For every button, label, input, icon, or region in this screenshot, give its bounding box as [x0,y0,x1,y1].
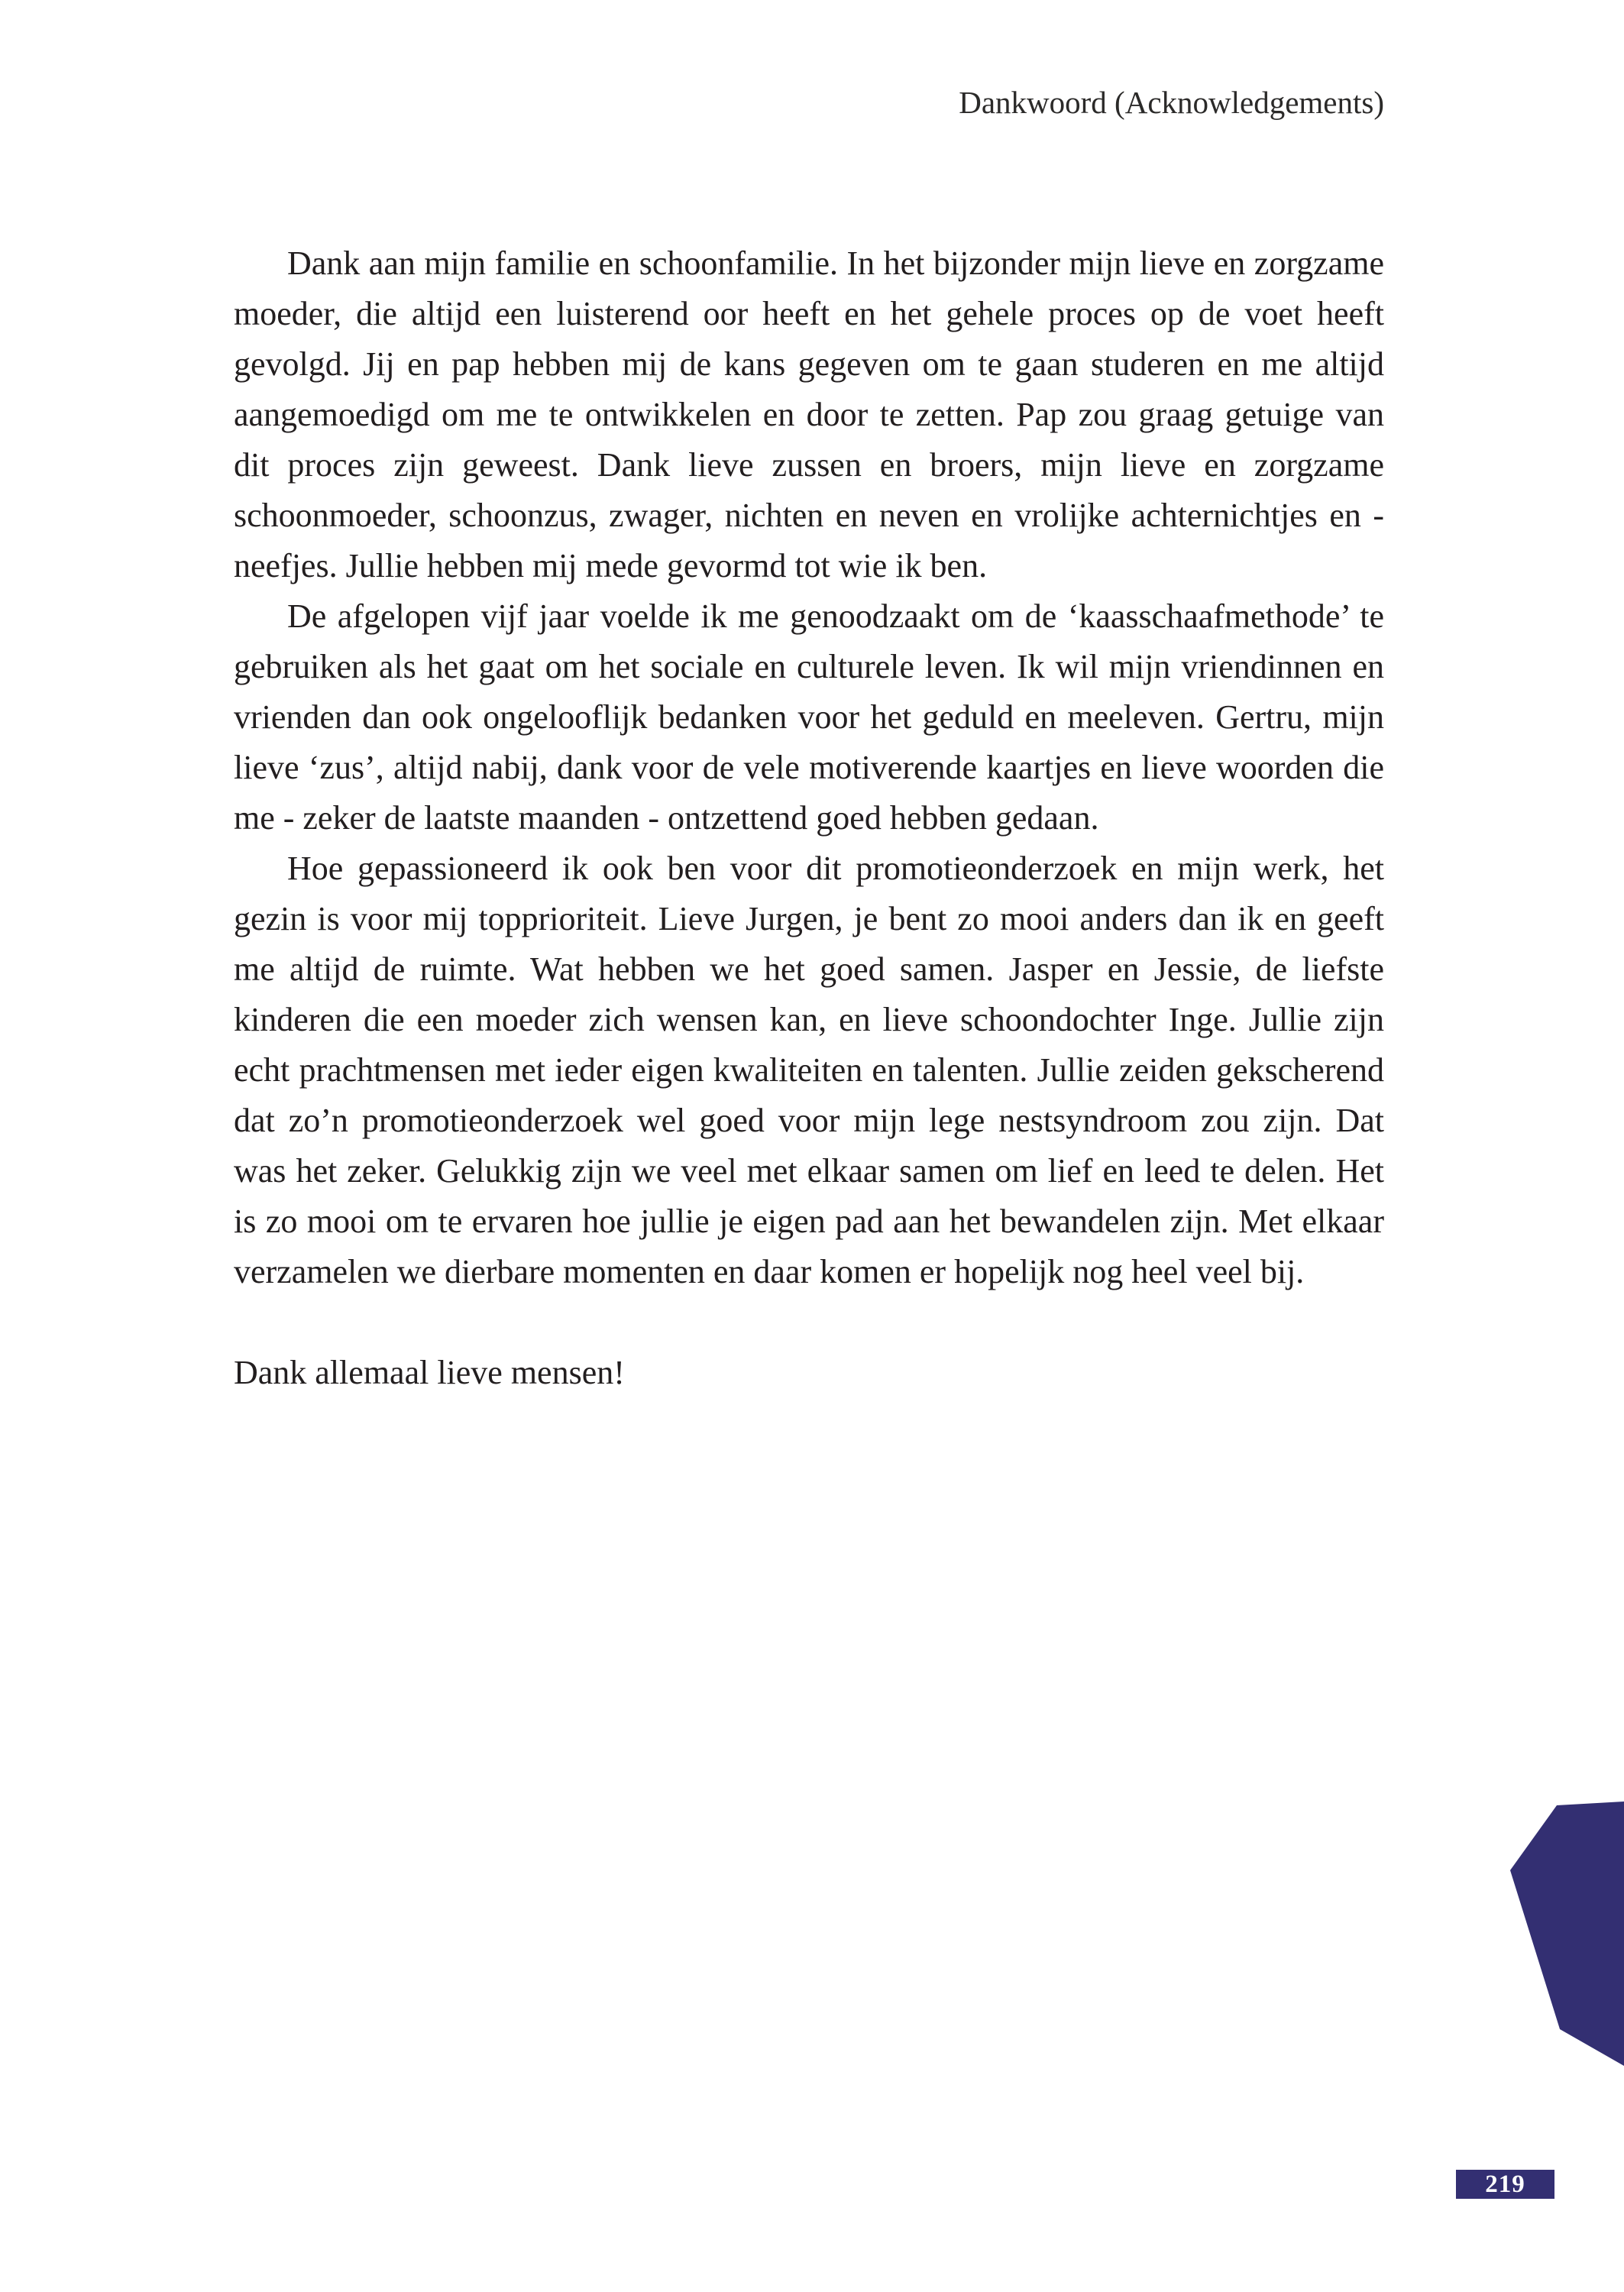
paragraph-friends: De afgelopen vijf jaar voelde ik me genoodzaakt om de ‘kaasschaafmethode’ te gebruiken als het gaat om het sociale en culturele leven. Ik wil mijn vriendinnen en vrienden dan ook ongelooflijk bedanken voor het geduld en meeleven. Gertru, mijn lieve ‘zus’, altijd nabij, dank voor de vele motiverende kaartjes en lieve woorden die me - zeker de laatste maanden - ontzettend goed hebben gedaan. [234,597,1384,837]
page-number: 219 [1485,2171,1525,2198]
page-number-badge [1456,2170,1554,2199]
paragraph-family: Dank aan mijn familie en schoonfamilie. In het bijzonder mijn lieve en zorgzame moeder, die altijd een luisterend oor heeft en het gehele proces op de voet heeft gevolgd. Jij en pap hebben mij de kans gegeven om te gaan studeren en me altijd aangemoedigd om me te ontwikkelen en door te zetten. Pap zou graag getuige van dit proces zijn geweest. Dank lieve zussen en broers, mijn lieve en zorgzame schoonmoeder, schoonzus, zwager, nichten en neven en vrolijke achternichtjes en -neefjes. Jullie hebben mij mede gevormd tot wie ik ben. [234,244,1384,584]
body-text [234,238,1384,1398]
closing-line: Dank allemaal lieve mensen! [234,1354,625,1391]
paragraph-family-priority: Hoe gepassioneerd ik ook ben voor dit promotieonderzoek en mijn werk, het gezin is voor mij topprioriteit. Lieve Jurgen, je bent zo mooi anders dan ik en geeft me altijd de ruimte. Wat hebben we het goed samen. Jasper en Jessie, de liefste kinderen die een moeder zich wensen kan, en lieve schoondochter Inge. Jullie zijn echt prachtmensen met ieder eigen kwaliteiten en talenten. Jullie zeiden gekscherend dat zo’n promotieonderzoek wel goed voor mijn lege nestsyndroom zou zijn. Dat was het zeker. Gelukkig zijn we veel met elkaar samen om lief en leed te delen. Het is zo mooi om te ervaren hoe jullie je eigen pad aan het bewandelen zijn. Met elkaar verzamelen we dierbare momenten en daar komen er hopelijk nog heel veel bij. [234,850,1384,1290]
corner-decoration-polygon [1510,1800,1624,2067]
running-header: Dankwoord (Acknowledgements) [959,85,1384,120]
corner-polygon-shape [1510,1802,1624,2066]
